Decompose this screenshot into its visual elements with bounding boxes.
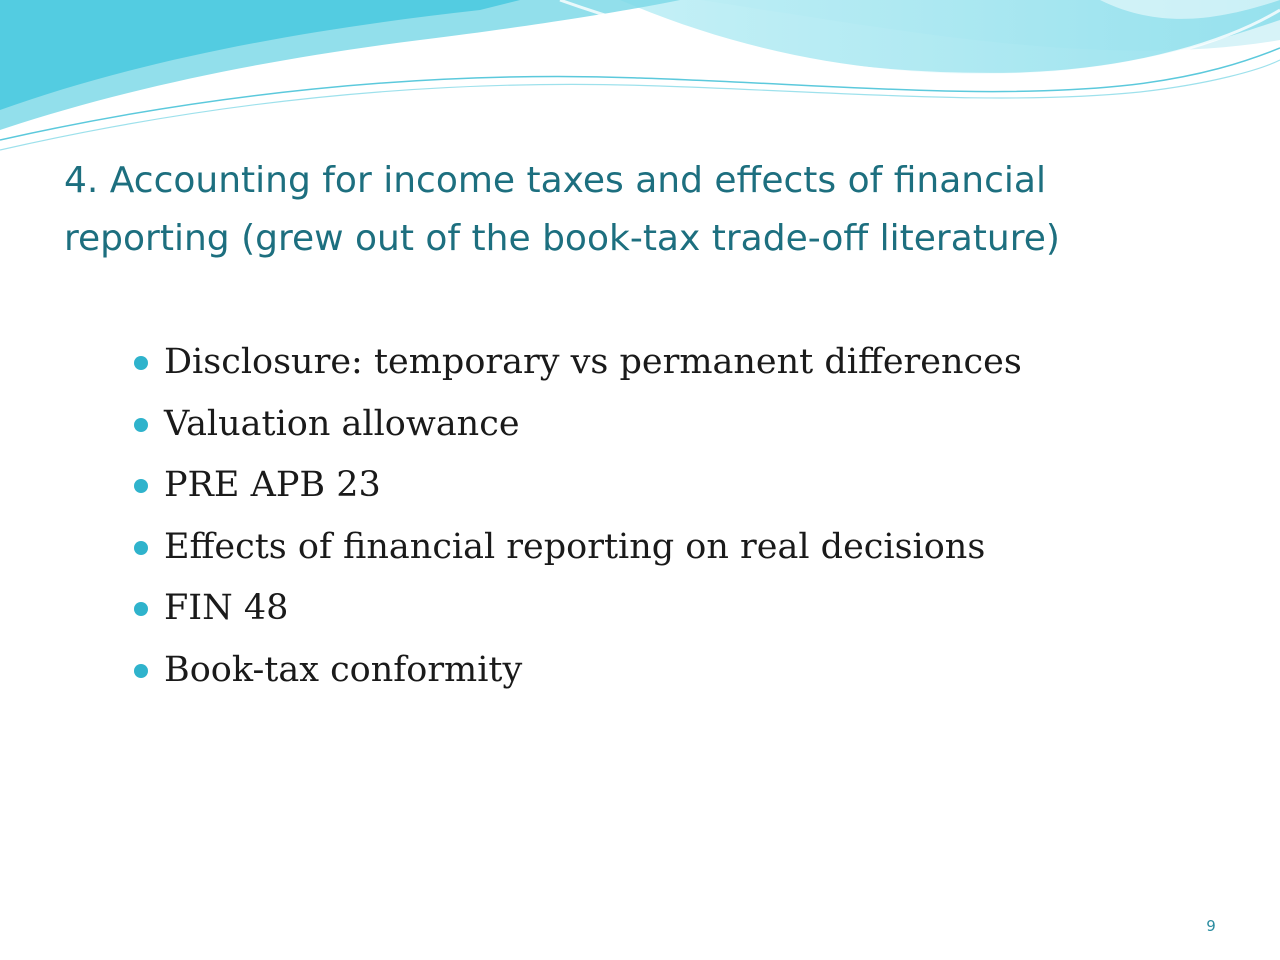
bullet-list — [134, 332, 1022, 702]
bullet-dot-icon — [134, 479, 148, 493]
bullet-dot-icon — [134, 602, 148, 616]
slide-title-line-1: 4. Accounting for income taxes and effects of financial — [64, 160, 1046, 201]
decorative-wave-header — [0, 0, 1280, 160]
bullet-item — [134, 640, 1022, 702]
bullet-text: Valuation allowance — [164, 403, 520, 444]
bullet-item — [134, 394, 1022, 456]
bullet-item — [134, 332, 1022, 394]
bullet-text: Disclosure: temporary vs permanent differences — [164, 342, 1022, 382]
bullet-dot-icon — [134, 418, 148, 432]
bullet-dot-icon — [134, 541, 148, 555]
bullet-text: Book-tax conformity — [164, 649, 523, 690]
slide-title-line-2: reporting (grew out of the book-tax trade-off literature) — [64, 218, 1060, 259]
bullet-text: FIN 48 — [164, 588, 289, 629]
bullet-text: Effects of financial reporting on real decisions — [164, 526, 986, 567]
bullet-dot-icon — [134, 664, 148, 678]
slide-title — [64, 152, 1214, 268]
bullet-text: PRE APB 23 — [164, 465, 381, 506]
bullet-item — [134, 455, 1022, 517]
page-number: 9 — [1206, 917, 1216, 935]
bullet-item — [134, 517, 1022, 579]
bullet-dot-icon — [134, 356, 148, 370]
bullet-item — [134, 578, 1022, 640]
